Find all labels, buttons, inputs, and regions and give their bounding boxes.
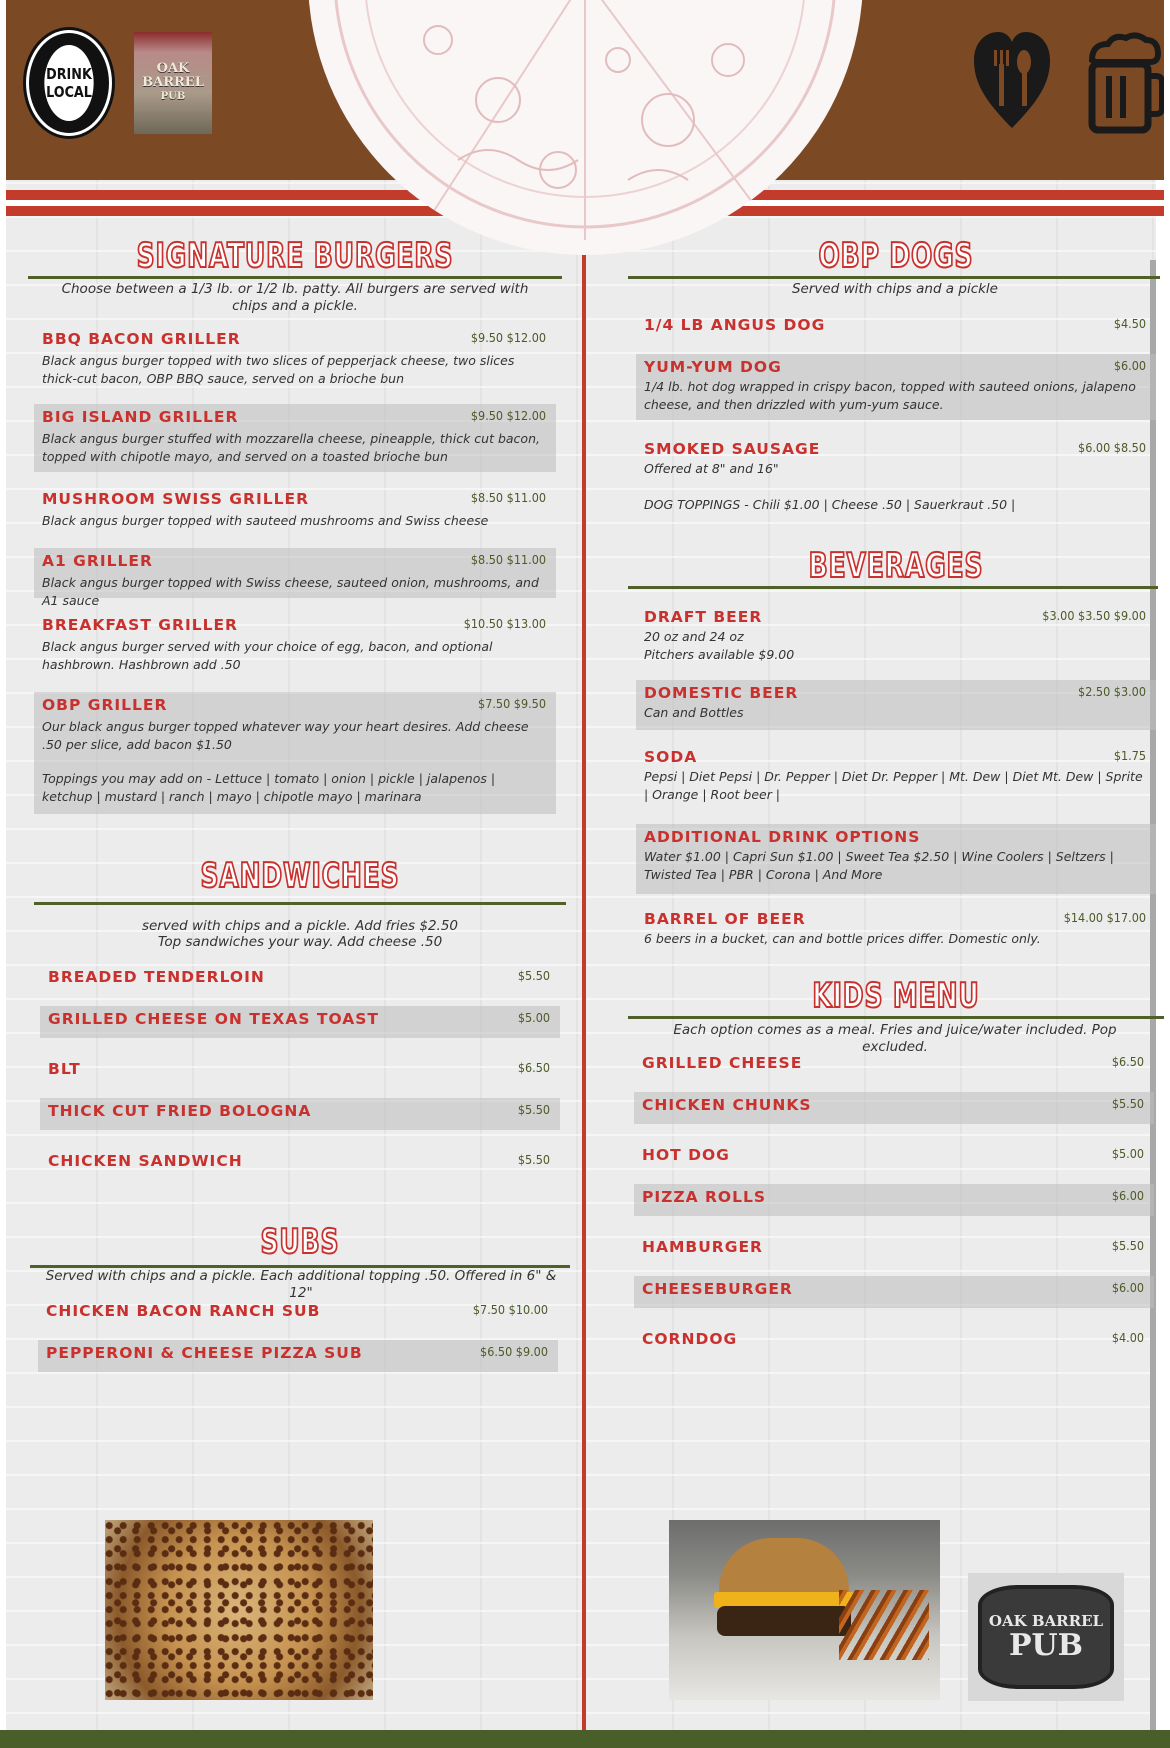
item-name: DRAFT BEER: [644, 608, 763, 626]
section-rule: [628, 586, 1158, 589]
item-name: HOT DOG: [642, 1146, 730, 1164]
section-rule: [28, 276, 562, 279]
column-divider: [582, 255, 586, 1735]
badge-text: BARREL: [142, 75, 204, 90]
section-title-kids: KIDS MENU: [812, 976, 980, 1016]
item-name: GRILLED CHEESE: [642, 1054, 803, 1072]
item-name: BIG ISLAND GRILLER: [42, 408, 239, 426]
menu-item: [634, 1184, 1154, 1216]
item-name: BBQ BACON GRILLER: [42, 330, 241, 348]
section-title-beverages: BEVERAGES: [808, 546, 984, 586]
logo-text: OAK BARREL: [988, 1612, 1104, 1630]
item-price: $6.50: [1111, 1054, 1144, 1069]
item-desc: Black angus burger topped with Swiss cheese, sauteed onion, mushrooms, and A1 sauce: [42, 575, 539, 608]
menu-item: [38, 1340, 558, 1372]
item-price: $5.00: [517, 1010, 550, 1025]
item-name: CORNDOG: [642, 1330, 738, 1348]
item-name: BREADED TENDERLOIN: [48, 968, 265, 986]
section-title-sandwiches: SANDWICHES: [200, 856, 400, 896]
item-price: $6.00: [1111, 1280, 1144, 1295]
section-note-kids: Each option comes as a meal. Fries and juice/water included. Pop excluded.: [673, 1022, 1117, 1055]
item-price: $14.00 $17.00: [1063, 910, 1146, 925]
menu-item: [34, 548, 556, 608]
item-name: A1 GRILLER: [42, 552, 153, 570]
section-title-dogs: OBP DOGS: [818, 236, 974, 276]
menu-item: [636, 436, 1156, 484]
menu-item: [636, 604, 1156, 670]
burger-bun: [719, 1538, 849, 1598]
item-price: $5.50: [517, 968, 550, 983]
section-title-burgers: SIGNATURE BURGERS: [136, 236, 454, 276]
item-price: $6.50 $9.00: [480, 1344, 548, 1359]
section-rule: [628, 276, 1160, 279]
item-price: $4.50: [1113, 316, 1146, 331]
item-price: $5.50: [1111, 1238, 1144, 1253]
section-rule: [34, 902, 566, 905]
menu-item: [636, 354, 1156, 420]
item-name: BREAKFAST GRILLER: [42, 616, 238, 634]
item-price: $6.00: [1111, 1188, 1144, 1203]
item-desc: 20 oz and 24 oz: [644, 629, 744, 644]
menu-item: [38, 1298, 558, 1328]
beer-mug-icon: [1084, 30, 1164, 136]
oak-barrel-pub-logo: [968, 1573, 1124, 1701]
item-name: THICK CUT FRIED BOLOGNA: [48, 1102, 312, 1120]
menu-item: [634, 1276, 1154, 1308]
item-desc: Black angus burger served with your choice of egg, bacon, and optional hashbrown. Hashbrown add .50: [42, 639, 493, 672]
section-note-sandwiches: served with chips and a pickle. Add fries $2.50: [141, 918, 459, 934]
pizza-illustration: [308, 0, 863, 255]
menu-item: [636, 824, 1156, 894]
item-name: 1/4 LB ANGUS DOG: [644, 316, 826, 334]
item-price: $6.00: [1113, 358, 1146, 373]
item-name: CHICKEN SANDWICH: [48, 1152, 243, 1170]
item-price: $2.50 $3.00: [1078, 684, 1146, 699]
item-name: CHEESEBURGER: [642, 1280, 793, 1298]
menu-item: [40, 964, 560, 994]
item-price: $6.50: [517, 1060, 550, 1075]
item-name: YUM-YUM DOG: [644, 358, 782, 376]
item-price: $8.50 $11.00: [470, 490, 546, 505]
item-price: $5.00: [1111, 1146, 1144, 1161]
item-desc: 6 beers in a bucket, can and bottle prices differ. Domestic only.: [644, 931, 1041, 946]
item-name: HAMBURGER: [642, 1238, 763, 1256]
right-border: [1156, 0, 1170, 1748]
pizza-photo: [105, 1520, 373, 1700]
item-price: $5.50: [517, 1152, 550, 1167]
section-note-dogs: Served with chips and a pickle: [791, 281, 998, 297]
burger-fries: [839, 1590, 929, 1660]
item-price: $3.00 $3.50 $9.00: [1042, 608, 1146, 623]
barrel-graphic: [978, 1585, 1114, 1689]
burger-patty: [717, 1606, 851, 1636]
item-name: SMOKED SAUSAGE: [644, 440, 821, 458]
item-price: $7.50 $9.50: [478, 696, 546, 711]
item-desc: 1/4 lb. hot dog wrapped in crispy bacon, topped with sauteed onions, jalapeno cheese, and then drizzled with yum-yum sauce.: [644, 379, 1136, 412]
section-note-burgers: Choose between a 1/3 lb. or 1/2 lb. patty. All burgers are served with chips and a pickle.: [61, 281, 529, 314]
item-name: CHICKEN CHUNKS: [642, 1096, 812, 1114]
burger-photo: [669, 1520, 940, 1700]
item-price: $9.50 $12.00: [470, 330, 546, 345]
heart-fork-spoon-icon: [972, 28, 1052, 134]
item-price: $7.50 $10.00: [472, 1302, 548, 1317]
badge-text: LOCAL: [46, 83, 92, 101]
item-desc: Can and Bottles: [644, 705, 744, 720]
item-name: OBP GRILLER: [42, 696, 168, 714]
item-desc: Our black angus burger topped whatever way your heart desires. Add cheese .50 per slice, add bacon $1.50: [42, 719, 529, 752]
item-desc: Water $1.00 | Capri Sun $1.00 | Sweet Tea $2.50 | Wine Coolers | Seltzers | Twisted Tea | PBR | Corona | And More: [644, 849, 1114, 882]
menu-item: [634, 1050, 1154, 1080]
item-name: PEPPERONI & CHEESE PIZZA SUB: [46, 1344, 363, 1362]
item-price: $5.50: [517, 1102, 550, 1117]
section-rule: [628, 1016, 1164, 1019]
item-name: BARREL OF BEER: [644, 910, 806, 928]
item-name: CHICKEN BACON RANCH SUB: [46, 1302, 321, 1320]
menu-item: [40, 1148, 560, 1178]
section-note-subs: Served with chips and a pickle. Each additional topping .50. Offered in 6" & 12": [45, 1268, 557, 1301]
item-name: ADDITIONAL DRINK OPTIONS: [644, 828, 921, 846]
item-name: SODA: [644, 748, 698, 766]
menu-item: [636, 312, 1156, 342]
item-name: PIZZA ROLLS: [642, 1188, 767, 1206]
badge-text: OAK: [156, 61, 190, 76]
item-desc: Pitchers available $9.00: [644, 647, 795, 662]
item-desc: Black angus burger stuffed with mozzarella cheese, pineapple, thick cut bacon, topped with chipotle mayo, and served on a toasted brioche bun: [42, 431, 540, 464]
menu-item: [34, 486, 556, 536]
item-desc: Offered at 8" and 16": [644, 461, 779, 476]
item-price: $5.50: [1111, 1096, 1144, 1111]
item-desc: Black angus burger topped with two slices of pepperjack cheese, two slices thick-cut bacon, OBP BBQ sauce, served on a brioche bun: [42, 353, 515, 386]
menu-item: [636, 680, 1156, 730]
item-name: MUSHROOM SWISS GRILLER: [42, 490, 310, 508]
menu-item: [634, 1234, 1154, 1264]
oak-barrel-badge: [134, 32, 212, 134]
item-desc: Pepsi | Diet Pepsi | Dr. Pepper | Diet Dr. Pepper | Mt. Dew | Diet Mt. Dew | Sprite | Orange | Root beer |: [644, 769, 1143, 802]
menu-item: [40, 1006, 560, 1038]
menu-item: [40, 1056, 560, 1086]
dog-toppings: DOG TOPPINGS - Chili $1.00 | Cheese .50 | Sauerkraut .50 |: [644, 497, 1016, 512]
item-desc: Toppings you may add on - Lettuce | tomato | onion | pickle | jalapenos | ketchup | mustard | ranch | mayo | chipotle mayo | marinara: [42, 771, 496, 804]
menu-item: [634, 1092, 1154, 1124]
section-title-subs: SUBS: [260, 1222, 340, 1262]
menu-item: [636, 906, 1156, 956]
item-name: GRILLED CHEESE ON TEXAS TOAST: [48, 1010, 379, 1028]
menu-item: [40, 1098, 560, 1130]
item-desc: Black angus burger topped with sauteed mushrooms and Swiss cheese: [42, 513, 489, 528]
item-price: $6.00 $8.50: [1078, 440, 1146, 455]
menu-item: [34, 692, 556, 814]
item-price: $10.50 $13.00: [463, 616, 546, 631]
menu-item: [34, 612, 556, 676]
badge-text: PUB: [160, 91, 186, 102]
left-border: [0, 0, 6, 1748]
menu-item: [34, 326, 556, 388]
item-name: DOMESTIC BEER: [644, 684, 799, 702]
item-price: $8.50 $11.00: [470, 552, 546, 567]
item-price: $1.75: [1113, 748, 1146, 763]
item-name: BLT: [48, 1060, 81, 1078]
item-price: $9.50 $12.00: [470, 408, 546, 423]
menu-item: [34, 404, 556, 472]
item-price: $4.00: [1111, 1330, 1144, 1345]
menu-item: [636, 744, 1156, 810]
menu-item: [634, 1142, 1154, 1172]
menu-item: [634, 1326, 1154, 1356]
badge-text: DRINK: [46, 65, 92, 83]
drink-local-badge: [26, 30, 112, 136]
footer-band: [0, 1730, 1170, 1748]
logo-text: PUB: [1008, 1628, 1084, 1663]
section-note-sandwiches: Top sandwiches your way. Add cheese .50: [157, 934, 443, 950]
